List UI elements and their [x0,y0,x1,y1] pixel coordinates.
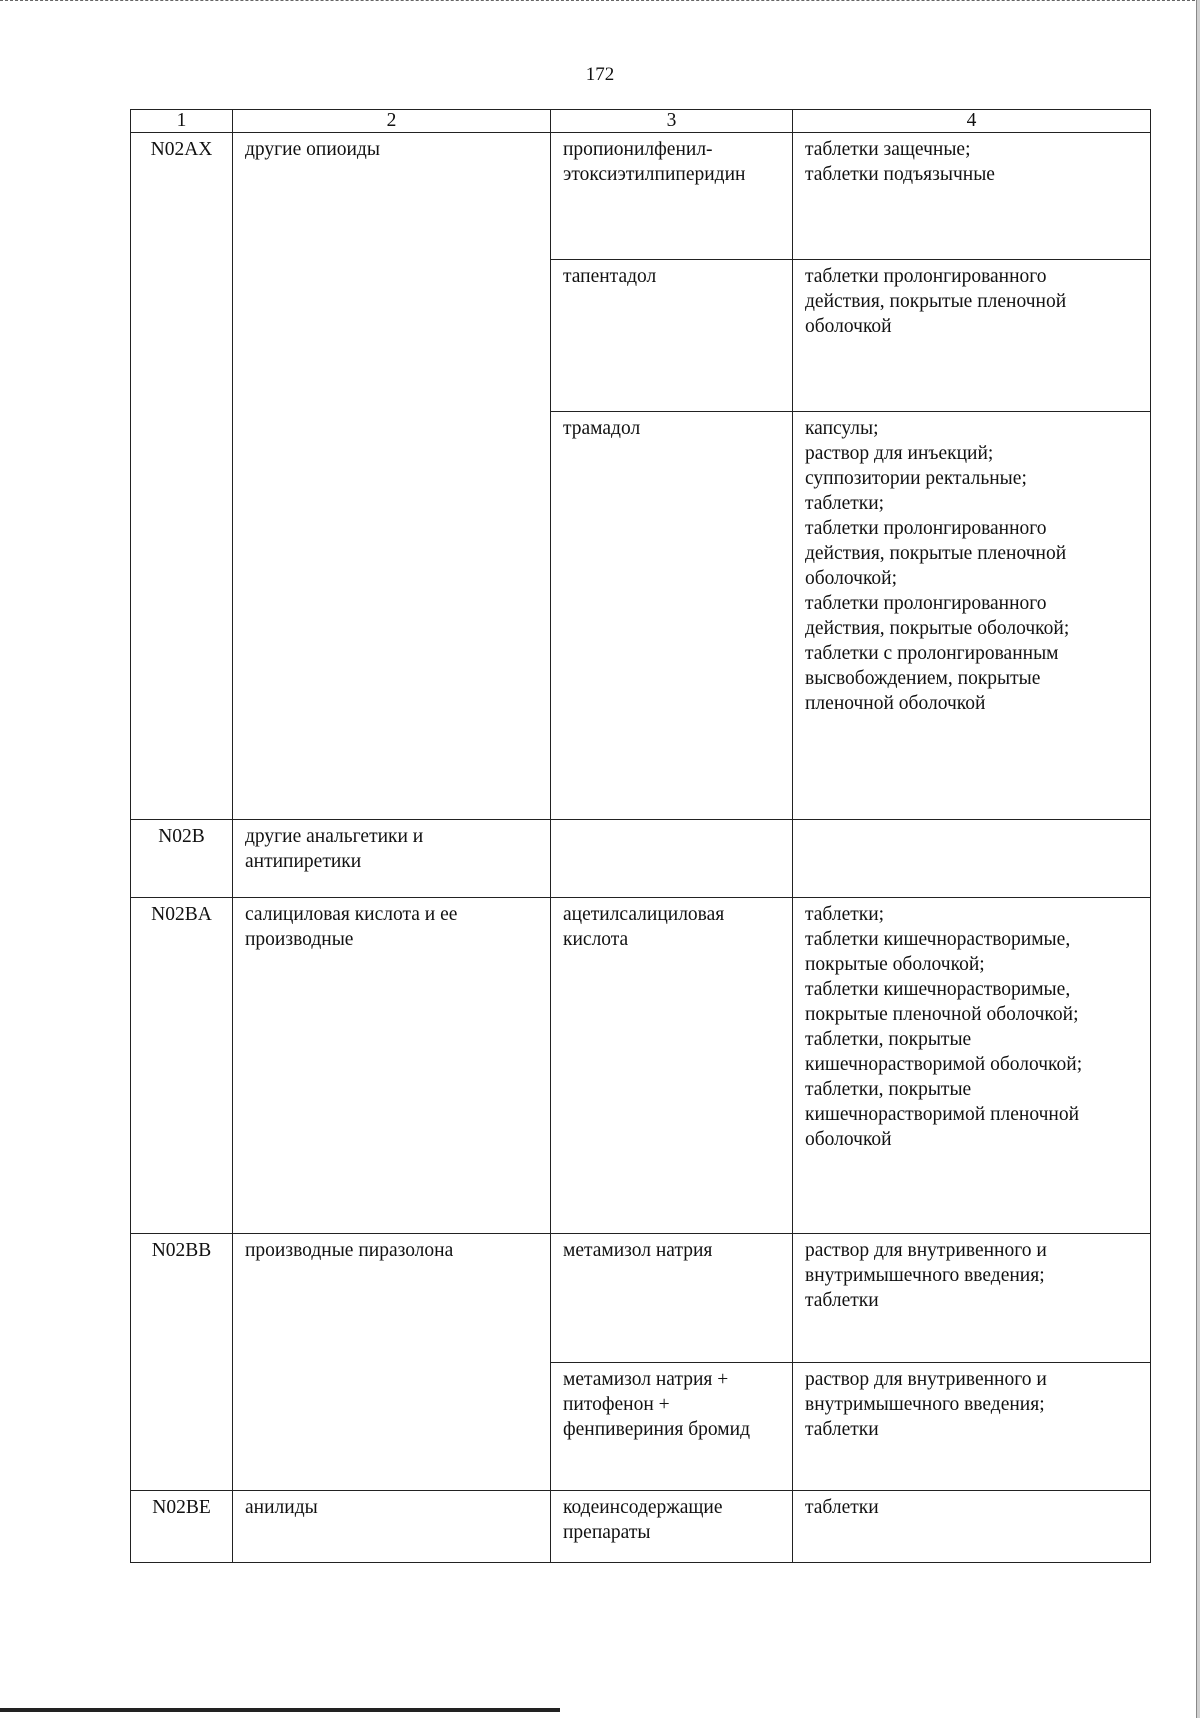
atc-group-name: другие анальгетики и антипиретики [233,820,551,898]
atc-code: N02BB [131,1234,233,1491]
column-header: 1 [131,110,233,133]
dosage-forms: таблетки пролонгированного действия, покрытые пленочной оболочкой [793,260,1151,412]
dosage-forms: таблетки; таблетки кишечнорастворимые, покрытые оболочкой; таблетки кишечнорастворимые, покрытые пленочной оболочкой; таблетки, покрытые кишечнорастворимой оболочкой; таблетки, покрытые кишечнорастворимой пленочной оболочкой [793,898,1151,1234]
scan-edge-right [1196,0,1200,1718]
table-row [131,820,1151,898]
drug-table [130,109,1151,1563]
drug-name [551,820,793,898]
atc-group-name: производные пиразолона [233,1234,551,1491]
page-number: 172 [585,64,615,85]
table-row [131,1234,1151,1363]
dosage-forms: капсулы; раствор для инъекций; суппозитории ректальные; таблетки; таблетки пролонгированного действия, покрытые пленочной оболочкой; таблетки пролонгированного действия, покрытые оболочкой; таблетки с пролонгированным высвобождением, покрытые пленочной оболочкой [793,412,1151,820]
drug-name: тапентадол [551,260,793,412]
atc-group-name: анилиды [233,1491,551,1563]
atc-code: N02AX [131,133,233,820]
atc-group-name: салициловая кислота и ее производные [233,898,551,1234]
drug-name: кодеинсодержащие препараты [551,1491,793,1563]
dosage-forms: таблетки защечные; таблетки подъязычные [793,133,1151,260]
scan-edge-bottom [0,1708,560,1712]
table-row [131,898,1151,1234]
dosage-forms: раствор для внутривенного и внутримышечного введения; таблетки [793,1234,1151,1363]
column-header: 2 [233,110,551,133]
dosage-forms: раствор для внутривенного и внутримышечного введения; таблетки [793,1363,1151,1491]
column-header: 4 [793,110,1151,133]
table-row [131,1491,1151,1563]
atc-group-name: другие опиоиды [233,133,551,820]
atc-code: N02BA [131,898,233,1234]
atc-code: N02B [131,820,233,898]
drug-name: ацетилсалициловая кислота [551,898,793,1234]
drug-name: пропионилфенил- этоксиэтилпиперидин [551,133,793,260]
dosage-forms: таблетки [793,1491,1151,1563]
atc-code: N02BE [131,1491,233,1563]
table-header-row [131,110,1151,133]
column-header: 3 [551,110,793,133]
drug-name: метамизол натрия [551,1234,793,1363]
table-row [131,133,1151,260]
drug-name: трамадол [551,412,793,820]
scan-edge-top [0,0,1200,5]
drug-name: метамизол натрия + питофенон + фенпивериния бромид [551,1363,793,1491]
dosage-forms [793,820,1151,898]
